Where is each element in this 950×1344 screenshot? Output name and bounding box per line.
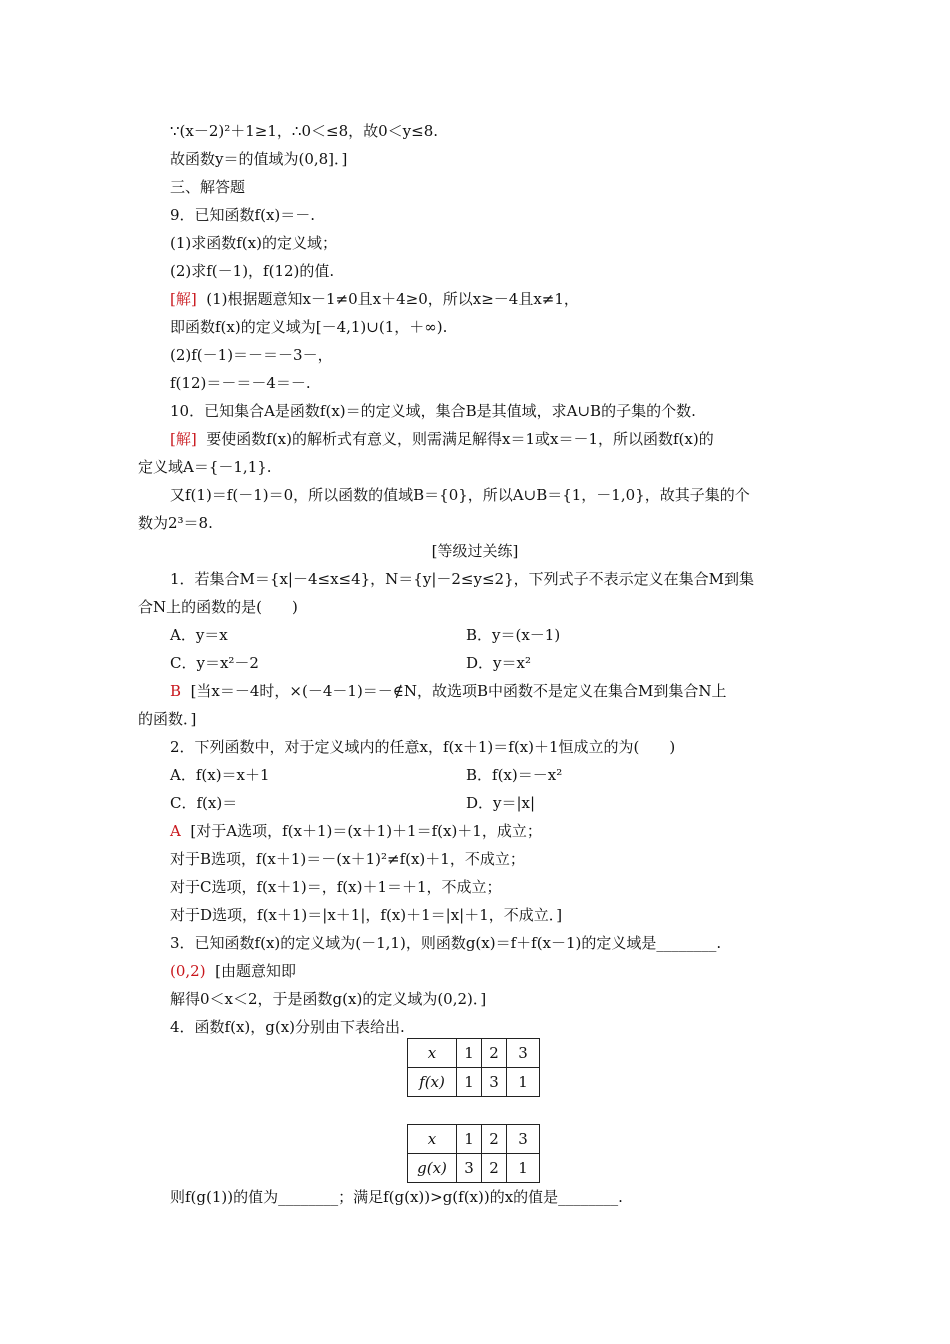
table-cell: 1 xyxy=(507,1154,540,1183)
table-cell: 1 xyxy=(457,1039,482,1068)
table-cell: g(x) xyxy=(408,1154,457,1183)
text-line: f(12)＝－＝－4＝－. xyxy=(170,374,311,392)
table-cell: 2 xyxy=(482,1039,507,1068)
text-line: 数为2³＝8. xyxy=(138,514,213,532)
text-line: 则f(g(1))的值为________；满足f(g(x))>g(f(x))的x的值是________. xyxy=(170,1188,623,1206)
solution-line xyxy=(170,289,579,309)
solution-text: (1)根据题意知x－1≠0且x＋4≥0，所以x≥－4且x≠1， xyxy=(206,290,579,308)
question-9: 9．已知函数f(x)＝－. xyxy=(170,206,316,224)
table-f xyxy=(407,1038,540,1097)
solution-tag: [解] xyxy=(170,430,197,448)
text-line: (1)求函数f(x)的定义域； xyxy=(170,234,337,252)
answer-line xyxy=(170,821,542,841)
answer-tag: B xyxy=(170,682,182,700)
table-g xyxy=(407,1124,540,1183)
option-d: D．y＝x² xyxy=(466,654,531,672)
answer-line xyxy=(170,961,296,981)
section-heading: 三、解答题 xyxy=(170,178,246,196)
text-line: 对于B选项，f(x＋1)＝－(x＋1)²≠f(x)＋1，不成立； xyxy=(170,850,525,868)
section-title: [等级过关练] xyxy=(431,542,519,560)
text-line: 对于C选项，f(x＋1)＝，f(x)＋1＝＋1，不成立； xyxy=(170,878,502,896)
option-c: C．y＝x²－2 xyxy=(170,654,259,672)
text-line: 故函数y＝的值域为(0,8]．] xyxy=(170,150,348,168)
table-cell: 3 xyxy=(457,1154,482,1183)
table-row xyxy=(408,1039,540,1068)
text-line: 对于D选项，f(x＋1)＝|x＋1|，f(x)＋1＝|x|＋1，不成立．] xyxy=(170,906,563,924)
table-cell: 1 xyxy=(457,1125,482,1154)
text-line: ∵(x－2)²＋1≥1，∴0＜≤8，故0＜y≤8. xyxy=(170,122,439,140)
option-b: B．f(x)＝－x² xyxy=(466,766,563,784)
table-row xyxy=(408,1068,540,1097)
solution-line xyxy=(170,429,714,449)
text-line: (2)f(－1)＝－＝－3－， xyxy=(170,346,333,364)
answer-tag: A xyxy=(170,822,181,840)
answer-tag: (0,2) xyxy=(170,962,206,980)
option-c: C．f(x)＝ xyxy=(170,794,238,812)
text-line: 合N上的函数的是( ) xyxy=(138,598,298,616)
option-a: A．f(x)＝x＋1 xyxy=(170,766,270,784)
question-1: 1．若集合M＝{x|－4≤x≤4}，N＝{y|－2≤y≤2}，下列式子不表示定义在集合M到集 xyxy=(170,570,754,588)
text-line: 定义域A＝{－1,1}. xyxy=(138,458,272,476)
solution-text: 要使函数f(x)的解析式有意义，则需满足解得x＝1或x＝－1，所以函数f(x)的 xyxy=(206,430,714,448)
question-3: 3．已知函数f(x)的定义域为(－1,1)，则函数g(x)＝f＋f(x－1)的定义域是________. xyxy=(170,934,722,952)
table-cell: 2 xyxy=(482,1154,507,1183)
table-cell: 3 xyxy=(507,1125,540,1154)
answer-text: [由题意知即 xyxy=(215,962,296,980)
table-cell: x xyxy=(408,1039,457,1068)
option-d: D．y＝|x| xyxy=(466,794,536,812)
table-cell: x xyxy=(408,1125,457,1154)
table-cell: 1 xyxy=(457,1068,482,1097)
table-row xyxy=(408,1125,540,1154)
option-b: B．y＝(x－1) xyxy=(466,626,561,644)
text-line: 即函数f(x)的定义域为[－4,1)∪(1，＋∞). xyxy=(170,318,448,336)
answer-text: [当x＝－4时，×(－4－1)＝－∉N，故选项B中函数不是定义在集合M到集合N上 xyxy=(190,682,727,700)
text-line: (2)求f(－1)，f(12)的值. xyxy=(170,262,335,280)
answer-text: [对于A选项，f(x＋1)＝(x＋1)＋1＝f(x)＋1，成立； xyxy=(190,822,542,840)
question-10: 10．已知集合A是函数f(x)＝的定义域，集合B是其值域，求A∪B的子集的个数. xyxy=(170,402,696,420)
table-cell: f(x) xyxy=(408,1068,457,1097)
question-4: 4．函数f(x)，g(x)分别由下表给出. xyxy=(170,1018,405,1036)
text-line: 解得0＜x＜2，于是函数g(x)的定义域为(0,2)．] xyxy=(170,990,487,1008)
answer-line xyxy=(170,681,727,701)
text-line: 的函数．] xyxy=(138,710,197,728)
option-a: A．y＝x xyxy=(170,626,228,644)
table-cell: 2 xyxy=(482,1125,507,1154)
solution-tag: [解] xyxy=(170,290,197,308)
question-2: 2．下列函数中，对于定义域内的任意x，f(x＋1)＝f(x)＋1恒成立的为( ) xyxy=(170,738,676,756)
table-row xyxy=(408,1154,540,1183)
table-cell: 1 xyxy=(507,1068,540,1097)
table-cell: 3 xyxy=(482,1068,507,1097)
text-line: 又f(1)＝f(－1)＝0，所以函数的值域B＝{0}，所以A∪B＝{1，－1,0}，故其子集的个 xyxy=(170,486,750,504)
table-cell: 3 xyxy=(507,1039,540,1068)
